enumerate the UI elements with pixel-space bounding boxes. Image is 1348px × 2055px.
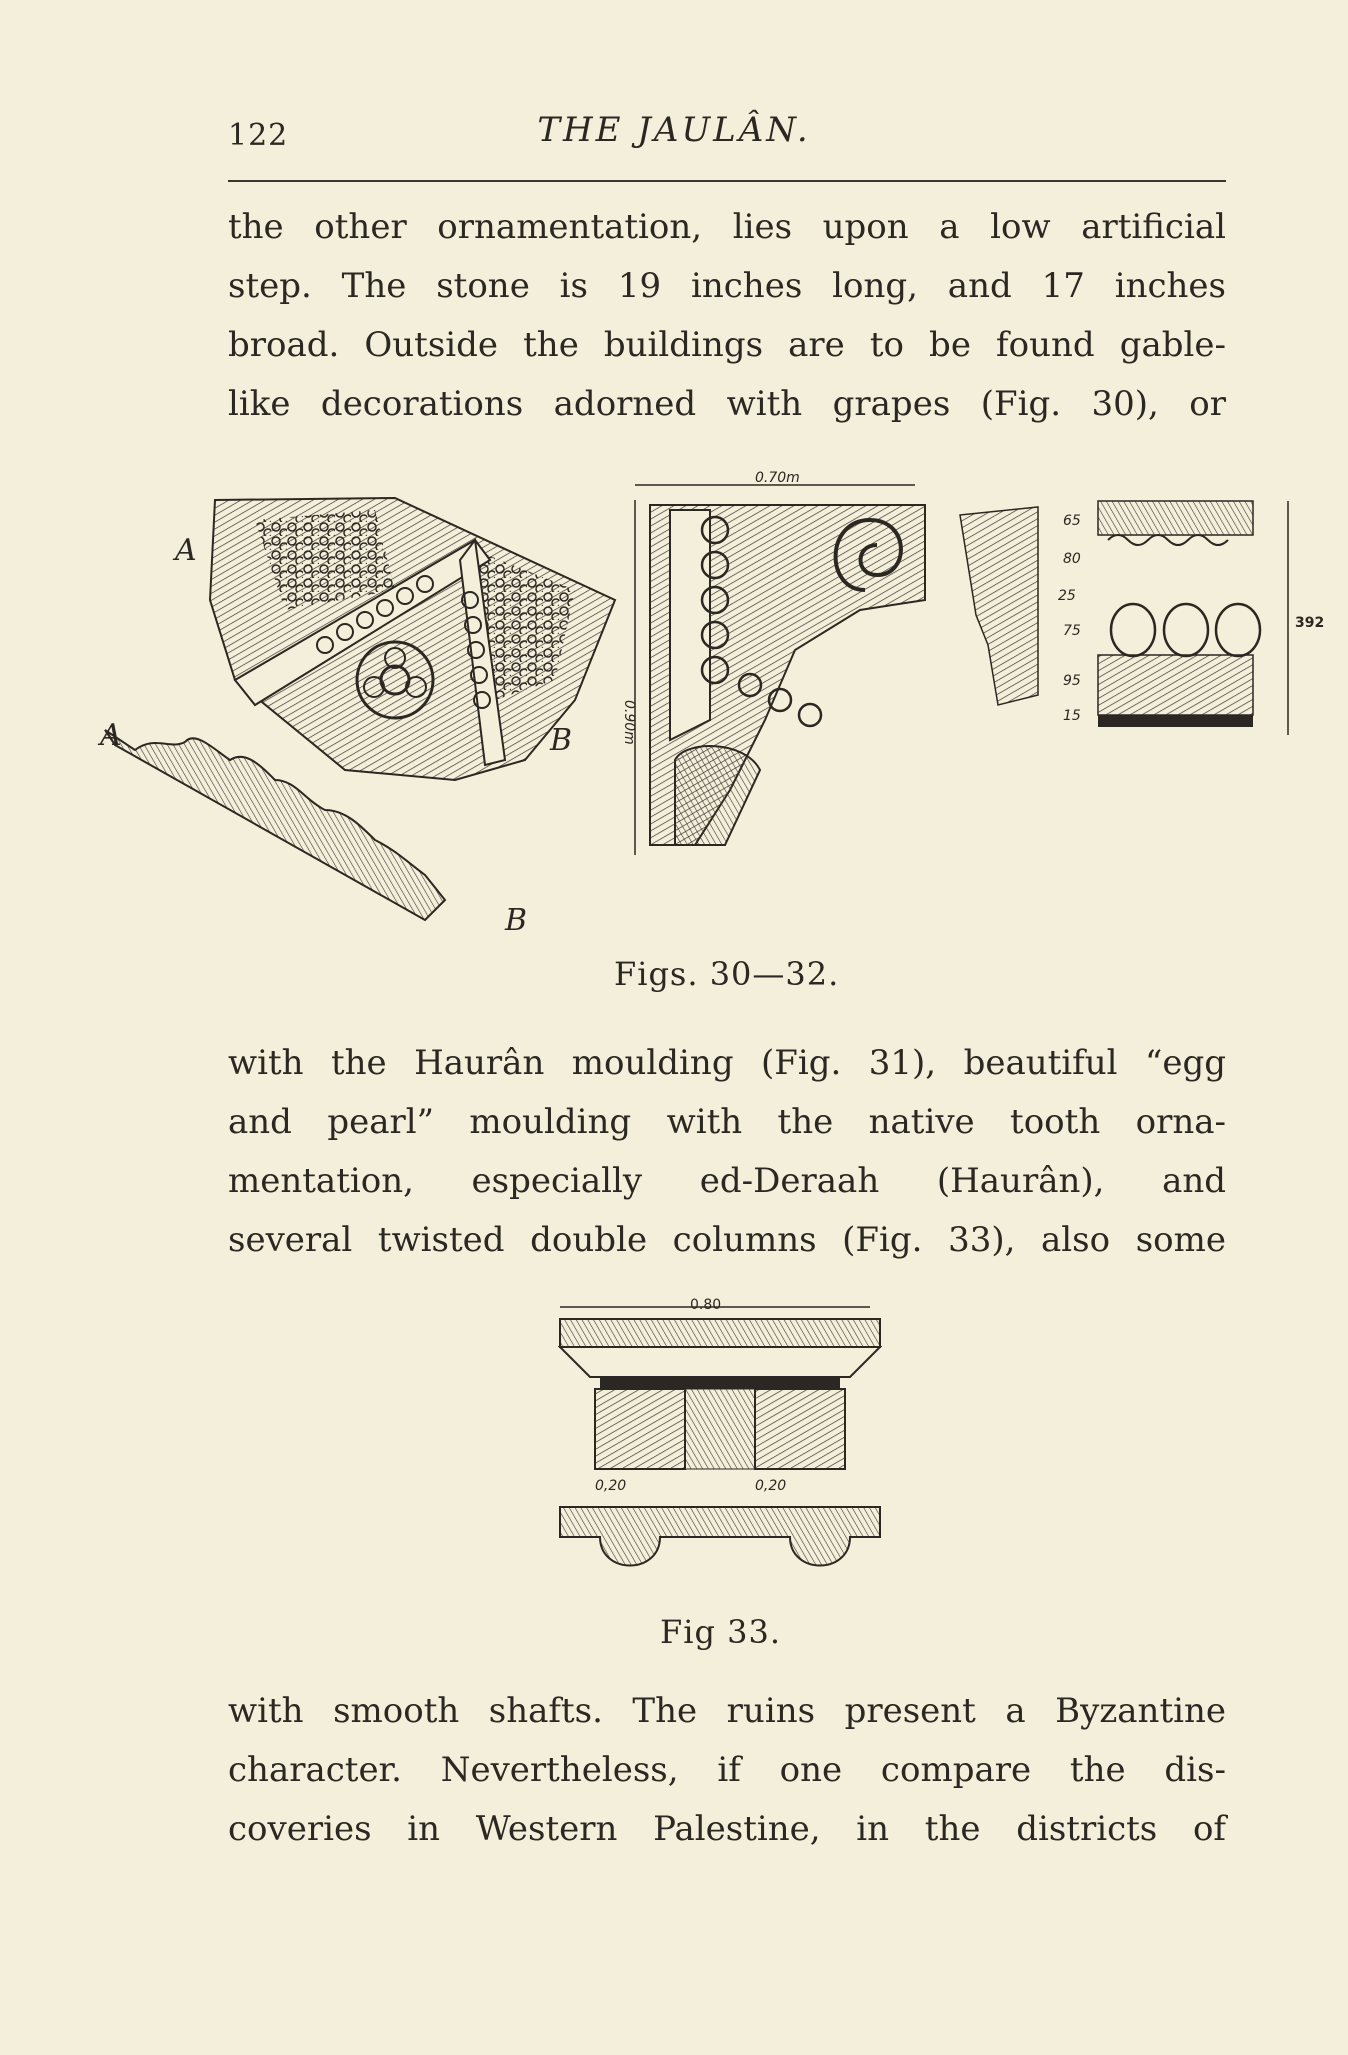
figure-caption-30-32: Figs. 30—32.	[614, 955, 840, 993]
text-line: with smooth shafts. The ruins present a Byzantine	[228, 1691, 1226, 1731]
label-b-right: B	[550, 723, 573, 758]
width-dimension-label: 0.80	[690, 1297, 722, 1313]
header-rule	[228, 180, 1226, 182]
text-line: mentation, especially ed-Deraah (Haurân), and	[228, 1161, 1226, 1201]
figure-caption-33: Fig 33.	[660, 1613, 781, 1651]
paragraph-2	[228, 1034, 1226, 1270]
paragraph-3	[228, 1682, 1226, 1859]
text-line: coveries in Western Palestine, in the districts of	[228, 1809, 1226, 1849]
text-line: broad. Outside the buildings are to be found gable-	[228, 325, 1226, 365]
label-a-top: A	[175, 533, 197, 568]
gable-fragment-drawing	[95, 480, 635, 960]
double-column-drawing	[550, 1295, 890, 1595]
text-line: and pearl” moulding with the native tooth orna-	[228, 1102, 1226, 1142]
dim-6: 15	[1063, 708, 1081, 724]
text-line: like decorations adorned with grapes (Fig. 30), or	[228, 384, 1226, 424]
dim-4: 75	[1063, 623, 1081, 639]
text-line: with the Haurân moulding (Fig. 31), beautiful “egg	[228, 1043, 1226, 1083]
dim-5: 95	[1063, 673, 1081, 689]
width-dimension-label: 0.70m	[755, 470, 800, 486]
label-a-bottom: A	[100, 718, 122, 753]
moulding-drawing	[615, 470, 935, 870]
label-b-bottom: B	[505, 903, 528, 938]
figure-32-cornice-profile	[958, 495, 1338, 775]
figure-33-double-column	[550, 1295, 890, 1595]
dim-1: 65	[1063, 513, 1081, 529]
running-head: THE JAULÂN.	[537, 110, 811, 150]
shaft-width-left: 0,20	[595, 1478, 627, 1494]
text-line: several twisted double columns (Fig. 33), also some	[228, 1220, 1226, 1260]
figure-31-hauran-moulding	[615, 470, 935, 870]
paragraph-1	[228, 198, 1226, 434]
text-line: step. The stone is 19 inches long, and 17 inches	[228, 266, 1226, 306]
height-dimension-label: 0.90m	[621, 700, 637, 745]
page-number: 122	[228, 118, 289, 153]
shaft-width-right: 0,20	[755, 1478, 787, 1494]
dim-3: 25	[1058, 588, 1076, 604]
dim-2: 80	[1063, 551, 1081, 567]
figure-30-gable-fragment	[95, 480, 635, 960]
cornice-drawing	[958, 495, 1338, 775]
text-line: character. Nevertheless, if one compare the dis-	[228, 1750, 1226, 1790]
text-line: the other ornamentation, lies upon a low artificial	[228, 207, 1226, 247]
total-height-label: 392	[1295, 615, 1325, 631]
